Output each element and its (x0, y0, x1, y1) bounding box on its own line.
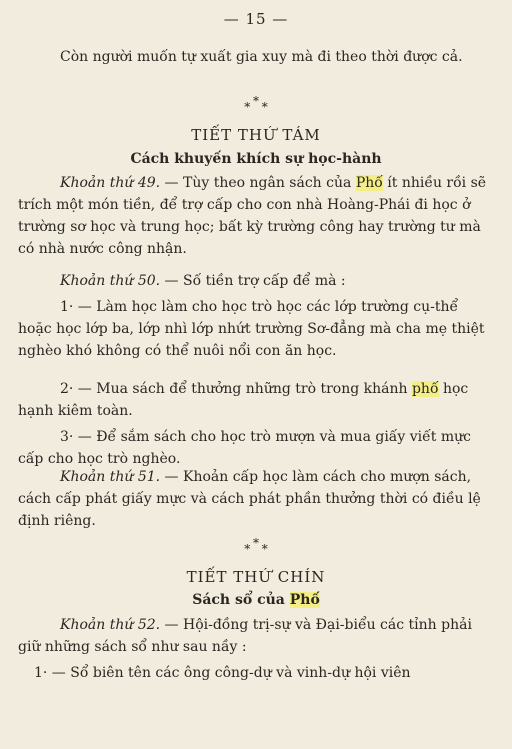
section-subtitle: Cách khuyến khích sự học-hành (130, 151, 382, 167)
page-number: — 15 — (223, 10, 289, 28)
list-item: 1· — Sổ biên tên các ông công-dự và vinh-dự hội viên (34, 665, 411, 681)
section-separator: * * * (244, 536, 268, 556)
highlighted-word: phố (411, 381, 439, 397)
article-52: Khoản thứ 52. — Hội-đồng trị-sự và Đại-biểu các tỉnh phải giữ những sách sổ như sau nầy : (18, 617, 472, 655)
section-title: TIẾT THỨ CHÍN (186, 568, 326, 586)
article-50: Khoản thứ 50. — Số tiền trợ cấp để mà : (60, 273, 346, 289)
highlighted-word: Phố (289, 592, 320, 608)
article-49: Khoản thứ 49. — Tùy theo ngân sách của Phố ít nhiều rồi sẽ trích một món tiền, để trợ cấp cho con nhà Hoàng-Phái đi học ở trường sơ học và trung học; bất kỳ trường công hay trường tư mà có nhà nước công nhận. (18, 175, 487, 257)
section-separator: * * * (244, 94, 268, 114)
highlighted-word: Phố (355, 175, 383, 191)
list-item: 1· — Làm học làm cho học trò học các lớp trường cụ-thể hoặc học lớp ba, lớp nhì lớp nhứt trường Sơ-đẳng mà cha mẹ thiệt nghèo khó không có thể nuôi nổi con ăn học. (18, 299, 485, 359)
section-subtitle: Sách sổ của Phố (192, 592, 320, 608)
article-label: Khoản thứ 50. (60, 273, 161, 289)
article-label: Khoản thứ 51. (60, 469, 161, 485)
intro-paragraph: Còn người muốn tự xuất gia xuy mà đi theo thời được cả. (60, 49, 463, 65)
article-51: Khoản thứ 51. — Khoản cấp học làm cách cho mượn sách, cách cấp phát giấy mực và cách phát phần thưởng thời có điều lệ định riêng. (18, 469, 481, 529)
article-label: Khoản thứ 49. (60, 175, 161, 191)
article-label: Khoản thứ 52. (60, 617, 161, 633)
list-item: 2· — Mua sách để thưởng những trò trong khánh phố học hạnh kiêm toàn. (18, 381, 469, 419)
list-item: 3· — Để sắm sách cho học trò mượn và mua giấy viết mực cấp cho học trò nghèo. (18, 429, 471, 467)
section-title: TIẾT THỨ TÁM (191, 126, 321, 144)
